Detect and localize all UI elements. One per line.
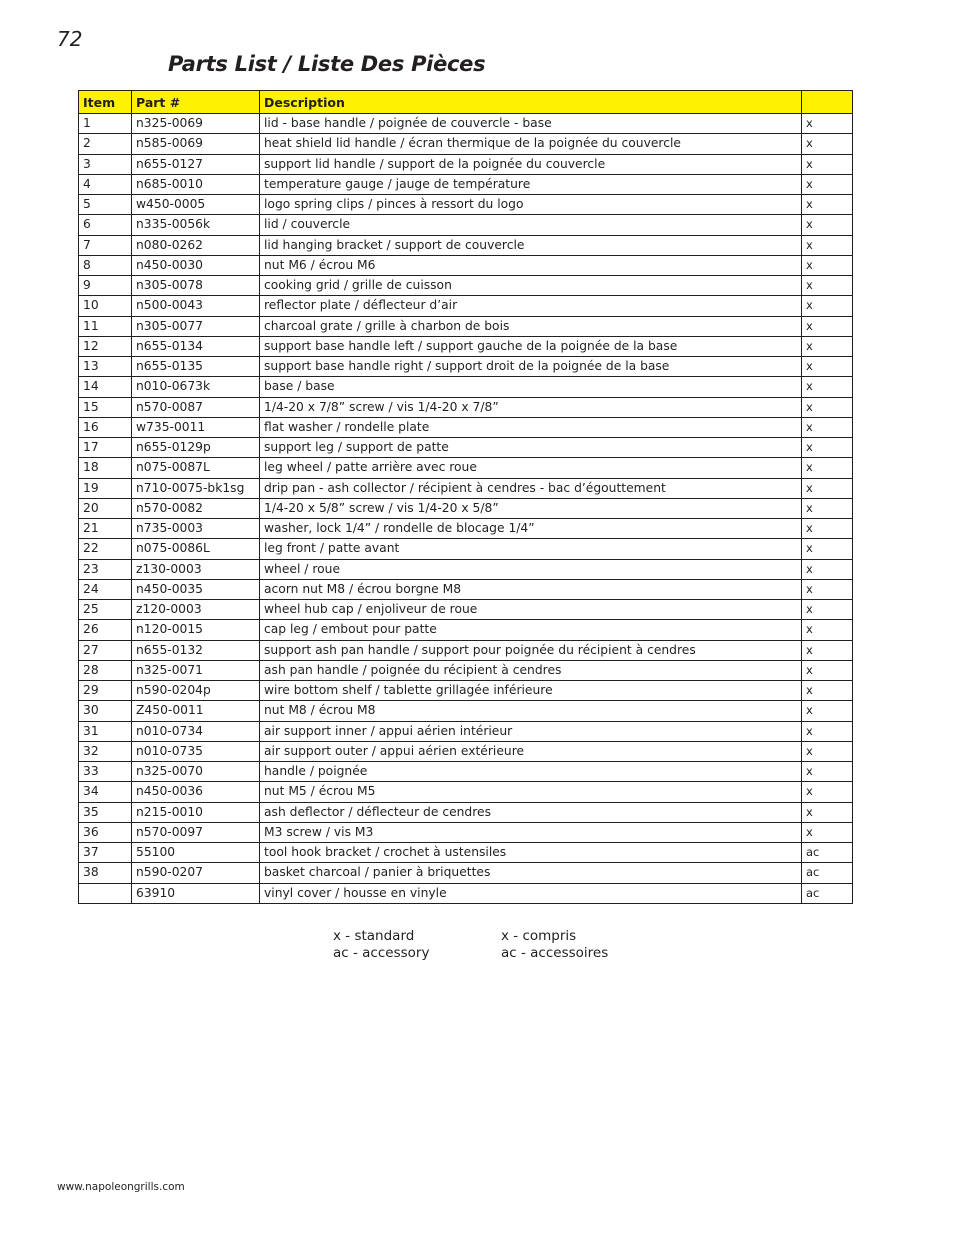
item-cell: 3 — [79, 154, 132, 174]
description-cell: vinyl cover / housse en vinyle — [260, 883, 802, 903]
code-cell: x — [802, 600, 853, 620]
code-cell: x — [802, 822, 853, 842]
item-cell: 1 — [79, 114, 132, 134]
code-cell: x — [802, 154, 853, 174]
description-cell: support leg / support de patte — [260, 438, 802, 458]
item-cell: 34 — [79, 782, 132, 802]
legend-item: x - compris — [501, 928, 577, 944]
part-number-cell: n570-0087 — [132, 397, 260, 417]
table-row — [79, 438, 853, 458]
table-row — [79, 843, 853, 863]
code-cell: x — [802, 276, 853, 296]
table-row — [79, 174, 853, 194]
table-row — [79, 134, 853, 154]
description-cell: 1/4-20 x 5/8” screw / vis 1/4-20 x 5/8” — [260, 498, 802, 518]
table-row — [79, 600, 853, 620]
description-cell: acorn nut M8 / écrou borgne M8 — [260, 579, 802, 599]
code-cell: x — [802, 114, 853, 134]
item-cell: 6 — [79, 215, 132, 235]
part-number-cell: n710-0075-bk1sg — [132, 478, 260, 498]
table-row — [79, 114, 853, 134]
code-cell: x — [802, 458, 853, 478]
code-cell: x — [802, 498, 853, 518]
part-number-cell: n585-0069 — [132, 134, 260, 154]
table-row — [79, 276, 853, 296]
part-number-cell: w450-0005 — [132, 195, 260, 215]
code-cell: x — [802, 438, 853, 458]
table-row — [79, 701, 853, 721]
item-cell: 17 — [79, 438, 132, 458]
part-number-cell: n655-0132 — [132, 640, 260, 660]
table-row — [79, 519, 853, 539]
part-number-cell: n450-0030 — [132, 255, 260, 275]
code-cell: x — [802, 620, 853, 640]
table-row — [79, 822, 853, 842]
part-number-cell: n570-0082 — [132, 498, 260, 518]
item-cell: 33 — [79, 762, 132, 782]
code-cell: x — [802, 377, 853, 397]
item-cell: 28 — [79, 660, 132, 680]
description-cell: air support inner / appui aérien intérieur — [260, 721, 802, 741]
code-cell: x — [802, 559, 853, 579]
code-cell: x — [802, 701, 853, 721]
item-cell: 8 — [79, 255, 132, 275]
code-cell: x — [802, 762, 853, 782]
description-cell: base / base — [260, 377, 802, 397]
legend-french — [501, 928, 608, 962]
item-cell: 29 — [79, 681, 132, 701]
description-cell: support base handle right / support droit de la poignée de la base — [260, 357, 802, 377]
item-cell: 36 — [79, 822, 132, 842]
item-cell: 26 — [79, 620, 132, 640]
part-number-cell: n215-0010 — [132, 802, 260, 822]
description-cell: cap leg / embout pour patte — [260, 620, 802, 640]
code-cell: x — [802, 316, 853, 336]
part-number-cell: n325-0070 — [132, 762, 260, 782]
item-cell: 11 — [79, 316, 132, 336]
item-cell — [79, 883, 132, 903]
table-row — [79, 579, 853, 599]
part-number-cell: n500-0043 — [132, 296, 260, 316]
table-row — [79, 741, 853, 761]
table-row — [79, 255, 853, 275]
item-cell: 14 — [79, 377, 132, 397]
part-number-cell: n010-0734 — [132, 721, 260, 741]
item-cell: 20 — [79, 498, 132, 518]
item-cell: 9 — [79, 276, 132, 296]
part-number-cell: n450-0036 — [132, 782, 260, 802]
code-cell: x — [802, 174, 853, 194]
code-cell: x — [802, 640, 853, 660]
part-number-cell: n655-0127 — [132, 154, 260, 174]
item-cell: 35 — [79, 802, 132, 822]
part-number-cell: n305-0077 — [132, 316, 260, 336]
part-number-cell: n305-0078 — [132, 276, 260, 296]
page-number: 72 — [57, 27, 83, 51]
item-cell: 30 — [79, 701, 132, 721]
table-row — [79, 660, 853, 680]
table-row — [79, 478, 853, 498]
item-cell: 22 — [79, 539, 132, 559]
part-number-cell: Z450-0011 — [132, 701, 260, 721]
parts-list-table — [78, 90, 853, 904]
description-cell: lid hanging bracket / support de couvercle — [260, 235, 802, 255]
item-cell: 16 — [79, 417, 132, 437]
item-cell: 2 — [79, 134, 132, 154]
description-cell: basket charcoal / panier à briquettes — [260, 863, 802, 883]
description-cell: support base handle left / support gauche de la poignée de la base — [260, 336, 802, 356]
description-cell: support lid handle / support de la poignée du couvercle — [260, 154, 802, 174]
description-cell: drip pan - ash collector / récipient à cendres - bac d’égouttement — [260, 478, 802, 498]
code-cell: x — [802, 195, 853, 215]
description-cell: nut M8 / écrou M8 — [260, 701, 802, 721]
code-cell: x — [802, 681, 853, 701]
table-row — [79, 883, 853, 903]
description-cell: wire bottom shelf / tablette grillagée inférieure — [260, 681, 802, 701]
code-cell: ac — [802, 883, 853, 903]
description-cell: temperature gauge / jauge de température — [260, 174, 802, 194]
table-row — [79, 620, 853, 640]
table-row — [79, 195, 853, 215]
part-number-cell: 63910 — [132, 883, 260, 903]
description-cell: leg front / patte avant — [260, 539, 802, 559]
table-row — [79, 377, 853, 397]
code-cell: x — [802, 660, 853, 680]
table-row — [79, 721, 853, 741]
code-cell: x — [802, 134, 853, 154]
part-number-cell: n655-0129p — [132, 438, 260, 458]
table-row — [79, 235, 853, 255]
table-row — [79, 681, 853, 701]
item-cell: 23 — [79, 559, 132, 579]
code-cell: x — [802, 215, 853, 235]
legend-english — [333, 928, 429, 962]
column-header-code — [802, 91, 853, 114]
table-row — [79, 458, 853, 478]
description-cell: tool hook bracket / crochet à ustensiles — [260, 843, 802, 863]
legend-item: ac - accessoires — [501, 945, 609, 961]
description-cell: cooking grid / grille de cuisson — [260, 276, 802, 296]
description-cell: 1/4-20 x 7/8” screw / vis 1/4-20 x 7/8” — [260, 397, 802, 417]
column-header-item: Item — [79, 91, 132, 114]
column-header-part: Part # — [132, 91, 260, 114]
description-cell: wheel hub cap / enjoliveur de roue — [260, 600, 802, 620]
part-number-cell: n735-0003 — [132, 519, 260, 539]
code-cell: x — [802, 296, 853, 316]
item-cell: 32 — [79, 741, 132, 761]
table-row — [79, 762, 853, 782]
description-cell: nut M5 / écrou M5 — [260, 782, 802, 802]
part-number-cell: n010-0673k — [132, 377, 260, 397]
description-cell: support ash pan handle / support pour poignée du récipient à cendres — [260, 640, 802, 660]
part-number-cell: n120-0015 — [132, 620, 260, 640]
code-cell: x — [802, 579, 853, 599]
table-row — [79, 640, 853, 660]
part-number-cell: z120-0003 — [132, 600, 260, 620]
code-cell: x — [802, 357, 853, 377]
code-cell: ac — [802, 863, 853, 883]
table-row — [79, 782, 853, 802]
item-cell: 25 — [79, 600, 132, 620]
description-cell: charcoal grate / grille à charbon de bois — [260, 316, 802, 336]
code-cell: x — [802, 255, 853, 275]
item-cell: 15 — [79, 397, 132, 417]
table-row — [79, 498, 853, 518]
page-title: Parts List / Liste Des Pièces — [168, 52, 486, 76]
code-cell: x — [802, 721, 853, 741]
code-cell: x — [802, 802, 853, 822]
part-number-cell: n590-0204p — [132, 681, 260, 701]
description-cell: air support outer / appui aérien extérieure — [260, 741, 802, 761]
table-header-row — [79, 91, 853, 114]
description-cell: leg wheel / patte arrière avec roue — [260, 458, 802, 478]
table-row — [79, 539, 853, 559]
table-row — [79, 357, 853, 377]
table-row — [79, 296, 853, 316]
item-cell: 31 — [79, 721, 132, 741]
table-row — [79, 417, 853, 437]
item-cell: 7 — [79, 235, 132, 255]
description-cell: nut M6 / écrou M6 — [260, 255, 802, 275]
table-row — [79, 802, 853, 822]
footer-website: www.napoleongrills.com — [57, 1181, 185, 1193]
item-cell: 4 — [79, 174, 132, 194]
item-cell: 18 — [79, 458, 132, 478]
item-cell: 12 — [79, 336, 132, 356]
parts-table-body — [79, 114, 853, 904]
part-number-cell: n325-0071 — [132, 660, 260, 680]
description-cell: wheel / roue — [260, 559, 802, 579]
part-number-cell: n325-0069 — [132, 114, 260, 134]
part-number-cell: n080-0262 — [132, 235, 260, 255]
legend-item: ac - accessory — [333, 945, 430, 961]
part-number-cell: n570-0097 — [132, 822, 260, 842]
table-row — [79, 863, 853, 883]
part-number-cell: n590-0207 — [132, 863, 260, 883]
code-cell: x — [802, 741, 853, 761]
part-number-cell: z130-0003 — [132, 559, 260, 579]
item-cell: 5 — [79, 195, 132, 215]
table-row — [79, 336, 853, 356]
part-number-cell: n655-0135 — [132, 357, 260, 377]
description-cell: handle / poignée — [260, 762, 802, 782]
description-cell: washer, lock 1/4” / rondelle de blocage 1/4” — [260, 519, 802, 539]
table-row — [79, 215, 853, 235]
item-cell: 24 — [79, 579, 132, 599]
code-cell: ac — [802, 843, 853, 863]
description-cell: reflector plate / déflecteur d’air — [260, 296, 802, 316]
description-cell: logo spring clips / pinces à ressort du logo — [260, 195, 802, 215]
item-cell: 13 — [79, 357, 132, 377]
part-number-cell: n075-0087L — [132, 458, 260, 478]
item-cell: 19 — [79, 478, 132, 498]
code-cell: x — [802, 782, 853, 802]
part-number-cell: n685-0010 — [132, 174, 260, 194]
item-cell: 38 — [79, 863, 132, 883]
item-cell: 37 — [79, 843, 132, 863]
column-header-description: Description — [260, 91, 802, 114]
code-cell: x — [802, 336, 853, 356]
part-number-cell: w735-0011 — [132, 417, 260, 437]
item-cell: 21 — [79, 519, 132, 539]
table-row — [79, 316, 853, 336]
part-number-cell: n075-0086L — [132, 539, 260, 559]
description-cell: lid / couvercle — [260, 215, 802, 235]
description-cell: flat washer / rondelle plate — [260, 417, 802, 437]
code-cell: x — [802, 478, 853, 498]
part-number-cell: 55100 — [132, 843, 260, 863]
legend-item: x - standard — [333, 928, 415, 944]
description-cell: M3 screw / vis M3 — [260, 822, 802, 842]
description-cell: ash deflector / déflecteur de cendres — [260, 802, 802, 822]
description-cell: lid - base handle / poignée de couvercle - base — [260, 114, 802, 134]
item-cell: 27 — [79, 640, 132, 660]
code-cell: x — [802, 519, 853, 539]
code-cell: x — [802, 397, 853, 417]
description-cell: ash pan handle / poignée du récipient à cendres — [260, 660, 802, 680]
part-number-cell: n335-0056k — [132, 215, 260, 235]
table-row — [79, 154, 853, 174]
code-cell: x — [802, 417, 853, 437]
code-cell: x — [802, 539, 853, 559]
part-number-cell: n010-0735 — [132, 741, 260, 761]
part-number-cell: n655-0134 — [132, 336, 260, 356]
table-row — [79, 397, 853, 417]
item-cell: 10 — [79, 296, 132, 316]
part-number-cell: n450-0035 — [132, 579, 260, 599]
table-row — [79, 559, 853, 579]
description-cell: heat shield lid handle / écran thermique de la poignée du couvercle — [260, 134, 802, 154]
code-cell: x — [802, 235, 853, 255]
